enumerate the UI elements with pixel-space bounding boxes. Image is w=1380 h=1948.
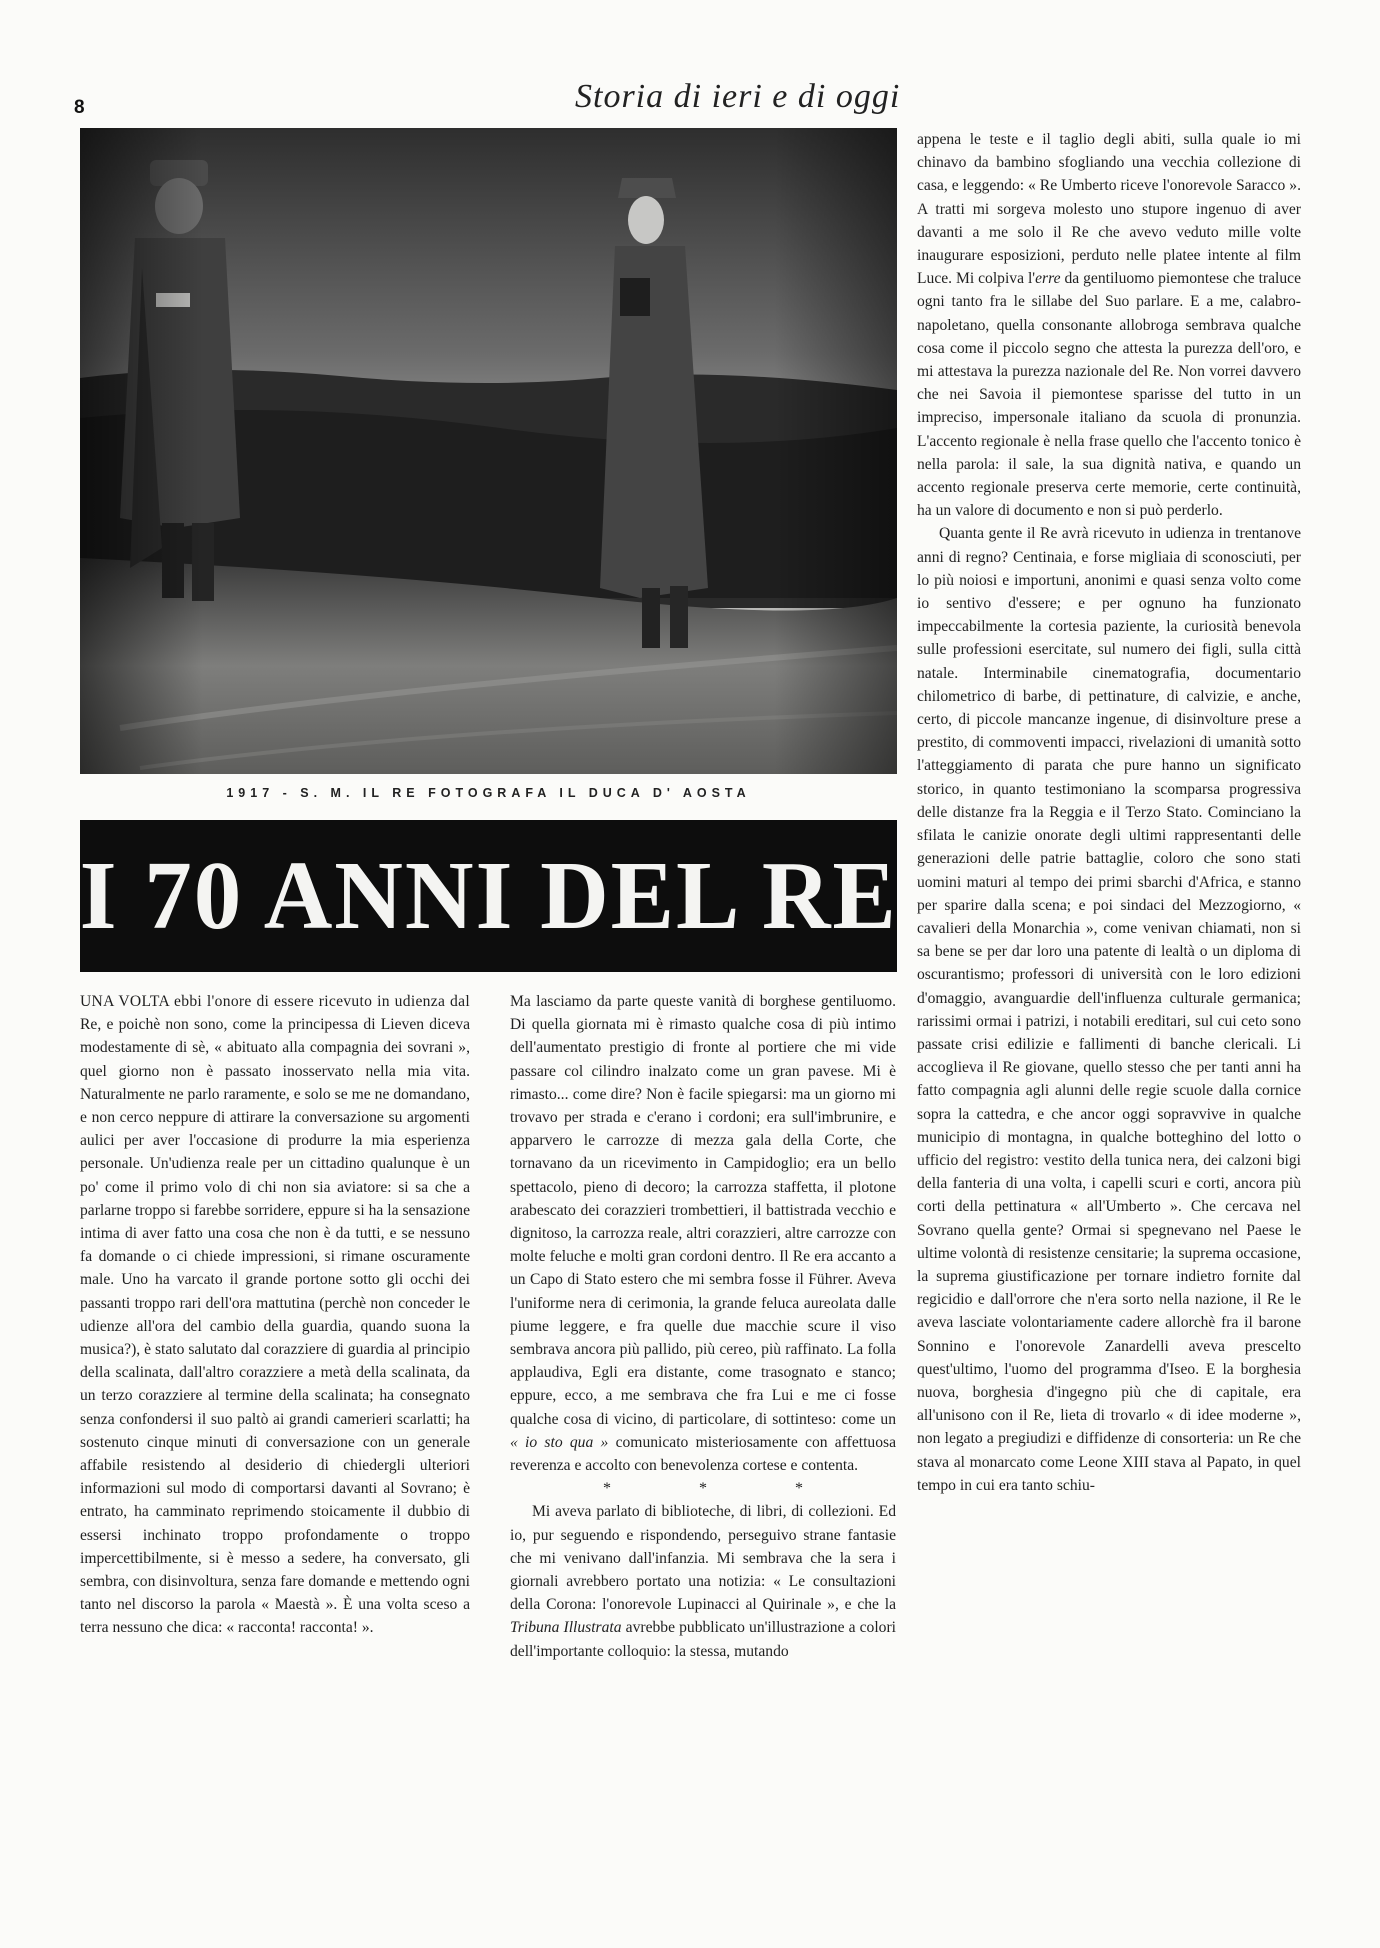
paragraph-text: Ma lasciamo da parte queste vanità di borghese gentiluomo. Di quella giornata mi è rimasto qualche cosa di più intimo dell'aumentato prestigio di fronte al portiere che mi vide passare col cilindro inalzato come un gran pavese. Mi è rimasto... come dire? Non è facile spiegarsi: ma un giorno mi trovavo per strada e c'erano i cordoni; era sull'imbrunire, e apparvero le carrozze di mezza gala della Corte, che tornavano da un ricevimento in Campidoglio; era un bello spettacolo, pieno di decoro; la carrozza staffetta, il plotone arabescato dei corazzieri trombettieri, il battistrada vecchio e dignitoso, la carrozza reale, altri corazzieri, altre carrozze con molte feluche e molti gran cordoni dentro. Il Re era accanto a un Capo di Stato estero che mi sembra fosse il Führer. Aveva l'uniforme nera di cerimonia, la grande feluca aureolata dalle piume leggere, e fra quelle due macchie scure il viso sembrava ancora più pallido, più cereo, più raffinato. La folla applaudiva, Egli era distante, come trasognato e stanco; eppure, ecco, a me sembrava che fra Lui e me ci fosse qualche cosa di vicino, di particolare, di sottinteso: come un (510, 993, 896, 1428)
paragraph-text: da gentiluomo piemontese che traluce ogni tanto fra le sillabe del Suo parlare. E a me, calabro-napoletano, quella consonante allobroga sembrava qualche cosa come il piccolo segno che attesta la purezza dell'oro, e mi attestava la purezza nazionale del Re. Non vorrei davvero che nei Savoia il piemontese sparisse del tutto in un impreciso, impersonale italiano da scuola di pronunzia. L'accento regionale è nella frase quello che l'accento tonico è nella parola: il sale, la sua dignità nativa, e quando un accento regionale preserva certe memorie, certe continuità, ha un valore di documento e non si può perderlo. (917, 270, 1302, 520)
paragraph: Quanta gente il Re avrà ricevuto in udienza in trentanove anni di regno? Centinaia, e forse migliaia di sconosciuti, per lo più noiosi e importuni, anonimi e quasi senza volto come io sentivo d'essere; e per ognuno ha funzionato impeccabilmente la cortesia paziente, la curiosità benevola sulle professioni esercitate, sul numero dei figli, sulla città natale. Interminabile cinematografia, documentario chilometrico di barbe, di pettinature, di calvizie, e anche, certo, di piccole mancanze ingenue, di disinvolture prese a prestito, di commoventi impacci, rivelazioni di umanità sotto l'atteggiamento di parata che pure hanno un significato storico, in quanto testimoniano la scomparsa progressiva delle distanze fra la Reggia e il Terzo Stato. Cominciano la sfilata le canizie onorate degli ultimi rappresentanti delle generazioni delle patrie battaglie, coloro che sono stati uomini maturi al tempo dei primi sbarchi d'Africa, e stanno per sparire dalla scena; e poi sindaci del Mezzogiorno, « cavalieri della Monarchia », come venivan chiamati, non si sa bene se per dar loro una patente di lealtà o un diploma di oscurantismo; professori di università con le loro edizioni d'omaggio, avanguardie dell'influenza culturale germanica; rarissimi ormai i patrizi, i notabili ereditari, sul cui ceto sono passate crisi edilizie e fallimenti di banche clericali. Li accoglieva il Re giovane, quello stesso che per tanti anni ha fatto compagnia agli alunni delle regie scuole dalla cornice sopra la cattedra, e che ancor oggi sopravvive in qualche municipio di montagna, in qualche botteghino del lotto o ufficio del registro: vestito della tunica nera, dei calzoni bigi della fanteria di una volta, i capelli scuri e corti, ancora più corti della pettinatura « all'Umberto ». Che cercava nel Sovrano quella gente? Ormai si spegnevano nel Paese le ultime volontà di resistenze censitarie; la suprema occasione, la suprema giustificazione per tornare indietro fornite dal regicidio e dall'orrore che n'era sorto nella nazione, il Re le aveva lasciate volontariamente cadere allorchè fra il barone Sonnino e l'onorevole Zanardelli aveva prescelto quest'ultimo, l'uomo del programma d'Iseo. E la borghesia nuova, borghesia d'ingegno più che di capitale, era all'unisono con il Re, lieta di trovarlo « di idee moderne », non legato a pregiudizi e diffidenze di consorteria: un Re che stava al monarcato come Leone XIII stava al Papato, in quel tempo in cui era tanto schiu- (917, 525, 1301, 1494)
paragraph-text: comunicato misteriosamente con affettuosa reverenza e accolto con benevolenza cortese e contenta. (510, 1433, 897, 1475)
headline: I 70 ANNI DEL RE (79, 842, 898, 950)
section-separator (510, 1477, 896, 1500)
paragraph (510, 1500, 896, 1662)
masthead: Storia di ieri e di oggi (575, 78, 901, 115)
paragraph (510, 990, 896, 1477)
article-column-2 (510, 990, 896, 1663)
paragraph-text: Mi aveva parlato di biblioteche, di libri, di collezioni. Ed io, pur seguendo e rispondendo, perseguivo strane fantasie che mi venivano dall'infanzia. Mi sembrava che la sera i giornali avrebbero portato una notizia: « Le consultazioni della Corona: l'onorevole Lupinacci al Quirinale », e che la (510, 1503, 896, 1614)
publication-title: Tribuna Illustrata (510, 1619, 622, 1637)
photo-king-photographing-duke (80, 128, 897, 774)
separator-star: * (795, 1480, 803, 1498)
paragraph-text: appena le teste e il taglio degli abiti, sulla quale io mi chinavo da bambino sfogliando una vecchia collezione di casa, e leggendo: « Re Umberto riceve l'onorevole Saracco ». A tratti mi sorgeva molesto uno stupore ingenuo di aver davanti a me solo il Re che avevo veduto mille volte inaugurare esposizioni, perduto nelle platee intente al film Luce. Mi colpiva l' (917, 131, 1301, 288)
paragraph-text: avrebbe pubblicato un'illustrazione a colori dell'importante colloquio: la stessa, mutando (510, 1619, 896, 1660)
photo-caption: 1917 - S. M. IL RE FOTOGRAFA IL DUCA D' AOSTA (226, 786, 751, 800)
article-column-1 (80, 990, 470, 1640)
paragraph: UNA VOLTA ebbi l'onore di essere ricevuto in udienza dal Re, e poichè non sono, come la principessa di Lieven diceva modestamente di sè, « abituato alla compagnia dei sovrani », quel giorno non è passato inosservato nella mia vita. Naturalmente ne parlo raramente, e solo se me ne domandano, e non cerco neppure di attirare la conversazione su argomenti aulici per aver l'occasione di produrre la mia esperienza personale. Un'udienza reale per un cittadino qualunque è un po' come il primo volo di chi non sia aviatore: si sa che a parlarne troppo si farebbe sorridere, eppure si ha la sensazione intima di aver fatto una cosa che non è da tutti, e se nessuno fa domande o ci chiede impressioni, si rimane oscuramente male. Uno ha varcato il grande portone sotto gli occhi dei passanti troppo rari dell'ora mattutina (perchè non conceder le udienze all'ora del cambio della guardia, quando suona la musica?), è stato salutato dal corazziere di guardia al principio della scalinata, dall'altro corazziere a metà della scalinata, da un terzo corazziere al termine della scalinata; ha consegnato senza confondersi il suo paltò ai grandi camerieri scarlatti; ha sostenuto cinque minuti di conversazione con un generale affabile resistendo al desiderio di chiedergli ulteriori informazioni sul modo di comportarsi davanti al Sovrano; è entrato, ha camminato reprimendo stoicamente il dubbio di essersi inchinato troppo profondamente o troppo impercettibilmente, si è messo a sedere, ha conversato, gli sembra, con disinvoltura, senza fare domande e mettendo ogni tanto nel discorso la parola « Maestà ». È una volta sceso a terra nessuno che dica: « racconta! racconta! ». (80, 993, 470, 1637)
separator-star: * (603, 1480, 611, 1498)
separator-star: * (699, 1480, 707, 1498)
paragraph (917, 128, 1301, 522)
photo-illustration (80, 128, 897, 774)
italic-word: erre (1035, 270, 1061, 288)
article-column-3 (917, 128, 1301, 1497)
page-number: 8 (74, 97, 85, 118)
headline-banner (80, 820, 897, 972)
quote-io-sto-qua: « io sto qua » (510, 1433, 609, 1451)
